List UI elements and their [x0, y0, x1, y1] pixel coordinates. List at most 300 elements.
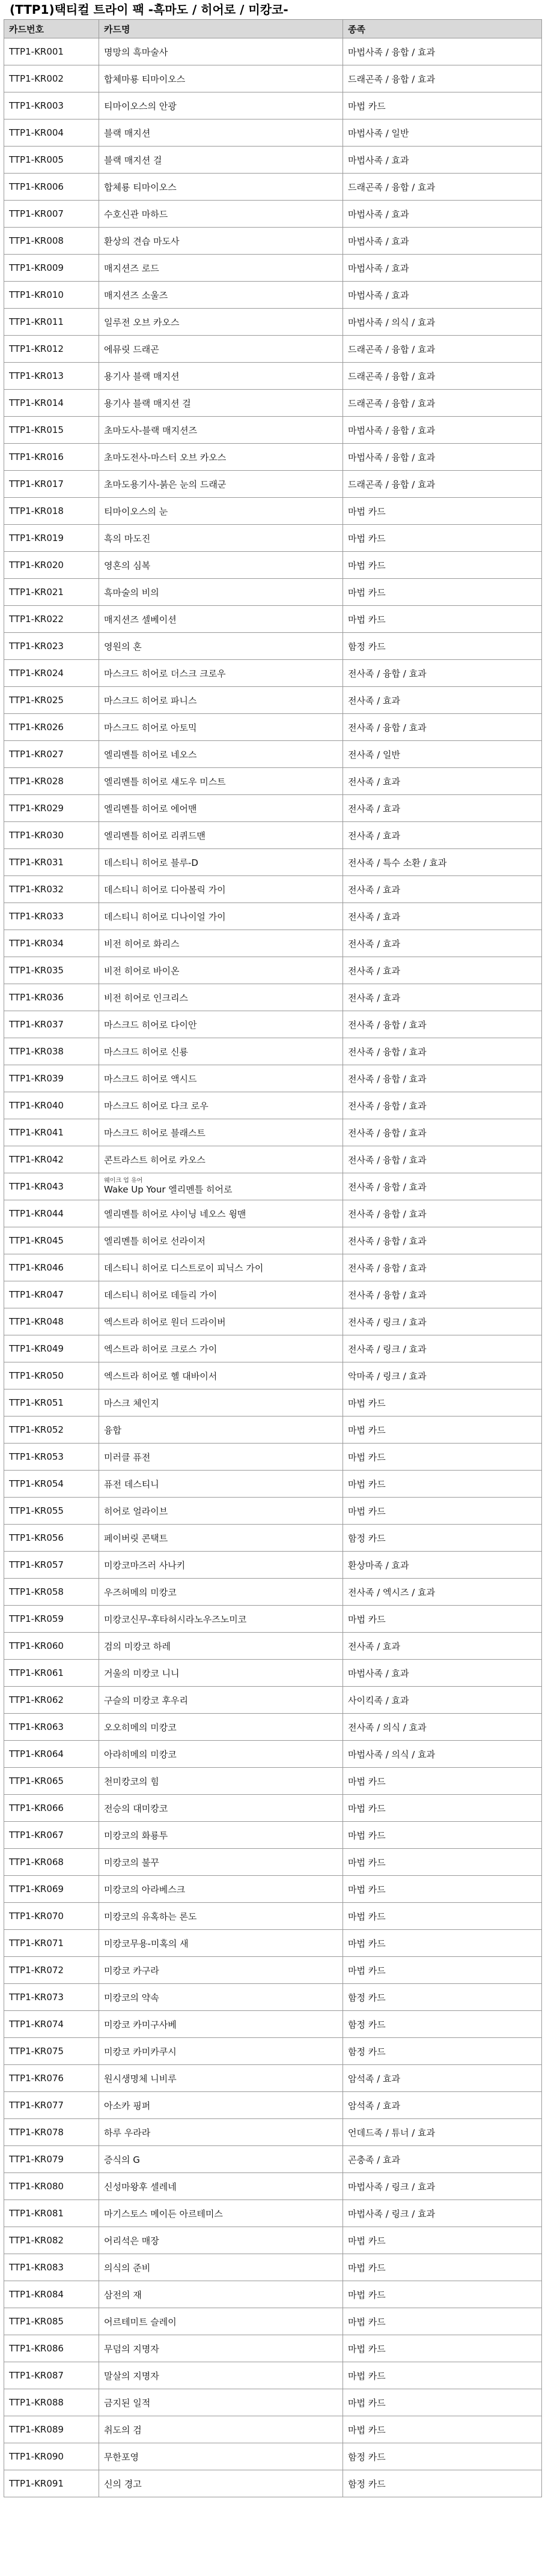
table-row	[4, 2065, 542, 2092]
card-number-cell: TTP1-KR076	[4, 2065, 99, 2092]
card-number-cell: TTP1-KR032	[4, 876, 99, 903]
card-type-cell: 함정 카드	[343, 633, 542, 660]
table-row	[4, 2146, 542, 2173]
card-type-cell: 암석족 / 효과	[343, 2065, 542, 2092]
table-row	[4, 255, 542, 282]
card-name-cell: 미캉코 카구라	[99, 1957, 343, 1984]
card-name-cell: 미캉코 카미구사베	[99, 2011, 343, 2038]
card-type-cell: 전사족 / 융합 / 효과	[343, 1065, 542, 1092]
table-row	[4, 606, 542, 633]
card-number-cell: TTP1-KR060	[4, 1633, 99, 1660]
card-type-cell: 전사족 / 링크 / 효과	[343, 1335, 542, 1362]
card-number-cell: TTP1-KR047	[4, 1281, 99, 1308]
table-row	[4, 2173, 542, 2200]
card-name-cell: 미러클 퓨전	[99, 1444, 343, 1471]
card-name-cell: 데스티니 히어로 디나이얼 가이	[99, 903, 343, 930]
card-name-cell: 엑스트라 히어로 원더 드라이버	[99, 1308, 343, 1335]
table-row	[4, 2092, 542, 2119]
card-number-cell: TTP1-KR015	[4, 417, 99, 444]
table-row	[4, 1444, 542, 1471]
card-number-cell: TTP1-KR008	[4, 228, 99, 255]
card-type-cell: 함정 카드	[343, 2011, 542, 2038]
card-number-cell: TTP1-KR080	[4, 2173, 99, 2200]
card-number-cell: TTP1-KR052	[4, 1416, 99, 1444]
card-name-cell: 퓨전 데스티니	[99, 1471, 343, 1498]
card-name-cell: 마스크드 히어로 아토믹	[99, 714, 343, 741]
table-row	[4, 2416, 542, 2443]
card-name-cell: 엑스트라 히어로 크로스 가이	[99, 1335, 343, 1362]
table-row	[4, 687, 542, 714]
card-type-cell: 전사족 / 융합 / 효과	[343, 1227, 542, 1254]
card-type-cell: 전사족 / 링크 / 효과	[343, 1308, 542, 1335]
card-name-cell: 페이버릿 콘택트	[99, 1525, 343, 1552]
card-type-cell: 마법 카드	[343, 498, 542, 525]
card-type-cell: 마법 카드	[343, 606, 542, 633]
card-name-cell: 흑마술의 비의	[99, 579, 343, 606]
card-type-cell: 마법 카드	[343, 1957, 542, 1984]
table-row	[4, 1714, 542, 1741]
card-number-cell: TTP1-KR091	[4, 2470, 99, 2497]
card-type-cell: 전사족 / 융합 / 효과	[343, 1011, 542, 1038]
table-row	[4, 1606, 542, 1633]
table-row	[4, 1876, 542, 1903]
card-number-cell: TTP1-KR053	[4, 1444, 99, 1471]
card-name-cell: 영혼의 심복	[99, 552, 343, 579]
card-type-cell: 전사족 / 특수 소환 / 효과	[343, 849, 542, 876]
card-type-cell: 드래곤족 / 융합 / 효과	[343, 174, 542, 201]
column-header-type: 종족	[343, 20, 542, 38]
card-type-cell: 마법 카드	[343, 1471, 542, 1498]
card-name-cell: 신성마왕후 셀레네	[99, 2173, 343, 2200]
table-row	[4, 2119, 542, 2146]
card-type-cell: 전사족 / 효과	[343, 687, 542, 714]
card-number-cell: TTP1-KR004	[4, 119, 99, 147]
table-row	[4, 1768, 542, 1795]
card-name-cell: 미캉코 카미카쿠시	[99, 2038, 343, 2065]
card-name-cell: 용기사 블랙 매지션	[99, 363, 343, 390]
card-name-cell: 히어로 얼라이브	[99, 1498, 343, 1525]
card-name-cell: 천미캉코의 힘	[99, 1768, 343, 1795]
card-number-cell: TTP1-KR066	[4, 1795, 99, 1822]
table-row	[4, 1498, 542, 1525]
card-type-cell: 마법사족 / 융합 / 효과	[343, 417, 542, 444]
table-row	[4, 1633, 542, 1660]
card-type-cell: 마법사족 / 링크 / 효과	[343, 2173, 542, 2200]
card-type-cell: 마법 카드	[343, 552, 542, 579]
card-name-cell: 티마이오스의 눈	[99, 498, 343, 525]
card-number-cell: TTP1-KR019	[4, 525, 99, 552]
card-name-cell: 마스크드 히어로 더스크 크로우	[99, 660, 343, 687]
card-name-cell: 의식의 준비	[99, 2254, 343, 2281]
card-number-cell: TTP1-KR007	[4, 201, 99, 228]
table-row	[4, 147, 542, 174]
card-number-cell: TTP1-KR038	[4, 1038, 99, 1065]
table-row	[4, 1849, 542, 1876]
card-number-cell: TTP1-KR082	[4, 2227, 99, 2254]
card-name-reading: 웨이크 업 유어	[104, 1178, 143, 1184]
card-type-cell: 전사족 / 융합 / 효과	[343, 1200, 542, 1227]
table-row	[4, 1552, 542, 1579]
card-type-cell: 마법 카드	[343, 1849, 542, 1876]
table-row	[4, 768, 542, 795]
table-row	[4, 1281, 542, 1308]
card-name-cell: 증식의 G	[99, 2146, 343, 2173]
card-name-cell: 엘리멘틀 히어로 네오스	[99, 741, 343, 768]
table-row	[4, 660, 542, 687]
table-row	[4, 2200, 542, 2227]
card-name-cell: 미캉코의 화룡투	[99, 1822, 343, 1849]
card-list-table	[4, 19, 542, 2497]
card-number-cell: TTP1-KR085	[4, 2308, 99, 2335]
card-name-cell: 오오히메의 미캉코	[99, 1714, 343, 1741]
card-number-cell: TTP1-KR030	[4, 822, 99, 849]
card-name-cell: 일루전 오브 카오스	[99, 309, 343, 336]
table-row	[4, 1308, 542, 1335]
card-number-cell: TTP1-KR042	[4, 1146, 99, 1173]
card-name-cell: 말살의 지명자	[99, 2362, 343, 2389]
card-name-cell: 블랙 매지션	[99, 119, 343, 147]
card-number-cell: TTP1-KR062	[4, 1687, 99, 1714]
card-number-cell: TTP1-KR043	[4, 1173, 99, 1200]
card-type-cell: 드래곤족 / 융합 / 효과	[343, 363, 542, 390]
card-number-cell: TTP1-KR065	[4, 1768, 99, 1795]
card-number-cell: TTP1-KR017	[4, 471, 99, 498]
card-number-cell: TTP1-KR029	[4, 795, 99, 822]
card-number-cell: TTP1-KR063	[4, 1714, 99, 1741]
table-body	[4, 38, 542, 2497]
card-number-cell: TTP1-KR044	[4, 1200, 99, 1227]
card-name-cell: 미캉코무용-미혹의 새	[99, 1930, 343, 1957]
card-type-cell: 전사족 / 효과	[343, 903, 542, 930]
table-row	[4, 498, 542, 525]
card-name-cell: 미캉코의 불꾸	[99, 1849, 343, 1876]
card-type-cell: 전사족 / 융합 / 효과	[343, 1254, 542, 1281]
card-name-cell: 초마도사-블랙 매지션즈	[99, 417, 343, 444]
card-type-cell: 전사족 / 효과	[343, 1633, 542, 1660]
card-number-cell: TTP1-KR002	[4, 65, 99, 92]
table-row	[4, 1335, 542, 1362]
card-type-cell: 마법 카드	[343, 1876, 542, 1903]
table-row	[4, 1957, 542, 1984]
card-name-cell: 엘리멘틀 히어로 섀도우 미스트	[99, 768, 343, 795]
table-row	[4, 633, 542, 660]
card-number-cell: TTP1-KR005	[4, 147, 99, 174]
card-name-cell: 매지션즈 셀베이션	[99, 606, 343, 633]
card-name-cell: 융합	[99, 1416, 343, 1444]
card-type-cell: 마법사족 / 융합 / 효과	[343, 444, 542, 471]
table-row	[4, 1687, 542, 1714]
card-name-cell: 데스티니 히어로 디아볼릭 가이	[99, 876, 343, 903]
card-number-cell: TTP1-KR074	[4, 2011, 99, 2038]
card-number-cell: TTP1-KR083	[4, 2254, 99, 2281]
card-number-cell: TTP1-KR079	[4, 2146, 99, 2173]
card-number-cell: TTP1-KR022	[4, 606, 99, 633]
card-name-cell: 마스크드 히어로 파니스	[99, 687, 343, 714]
card-type-cell: 마법 카드	[343, 1768, 542, 1795]
table-row	[4, 930, 542, 957]
card-number-cell: TTP1-KR071	[4, 1930, 99, 1957]
table-row	[4, 2389, 542, 2416]
table-row	[4, 2470, 542, 2497]
table-row	[4, 1525, 542, 1552]
card-number-cell: TTP1-KR090	[4, 2443, 99, 2470]
card-type-cell: 전사족 / 융합 / 효과	[343, 1281, 542, 1308]
card-name-cell: 마스크 체인지	[99, 1389, 343, 1416]
card-number-cell: TTP1-KR068	[4, 1849, 99, 1876]
table-row	[4, 363, 542, 390]
card-number-cell: TTP1-KR035	[4, 957, 99, 984]
card-type-cell: 마법 카드	[343, 1389, 542, 1416]
card-type-cell: 마법 카드	[343, 525, 542, 552]
card-type-cell: 암석족 / 효과	[343, 2092, 542, 2119]
card-name-cell: 흑의 마도진	[99, 525, 343, 552]
card-name-cell: 미캉코의 유혹하는 론도	[99, 1903, 343, 1930]
table-row	[4, 849, 542, 876]
card-number-cell: TTP1-KR001	[4, 38, 99, 65]
card-type-cell: 전사족 / 효과	[343, 876, 542, 903]
card-name-cell: 매지션즈 로드	[99, 255, 343, 282]
card-type-cell: 전사족 / 효과	[343, 795, 542, 822]
card-name-cell: 엘리멘틀 히어로 리퀴드맨	[99, 822, 343, 849]
card-number-cell: TTP1-KR084	[4, 2281, 99, 2308]
card-number-cell: TTP1-KR081	[4, 2200, 99, 2227]
card-type-cell: 마법사족 / 일반	[343, 119, 542, 147]
card-number-cell: TTP1-KR056	[4, 1525, 99, 1552]
table-row	[4, 92, 542, 119]
card-number-cell: TTP1-KR026	[4, 714, 99, 741]
table-row	[4, 1092, 542, 1119]
card-number-cell: TTP1-KR051	[4, 1389, 99, 1416]
card-type-cell: 마법 카드	[343, 2254, 542, 2281]
card-type-cell: 마법사족 / 효과	[343, 255, 542, 282]
card-name-cell: 거울의 미캉코 니니	[99, 1660, 343, 1687]
card-type-cell: 전사족 / 융합 / 효과	[343, 660, 542, 687]
card-number-cell: TTP1-KR089	[4, 2416, 99, 2443]
card-type-cell: 전사족 / 의식 / 효과	[343, 1714, 542, 1741]
card-type-cell: 전사족 / 일반	[343, 741, 542, 768]
card-name-cell: 전승의 대미캉코	[99, 1795, 343, 1822]
card-name-cell: 합체룡 티마이오스	[99, 174, 343, 201]
table-row	[4, 471, 542, 498]
card-number-cell: TTP1-KR057	[4, 1552, 99, 1579]
card-number-cell: TTP1-KR033	[4, 903, 99, 930]
table-row	[4, 579, 542, 606]
card-number-cell: TTP1-KR027	[4, 741, 99, 768]
card-name-cell: 데스티니 히어로 블루-D	[99, 849, 343, 876]
card-type-cell: 마법 카드	[343, 1444, 542, 1471]
table-row	[4, 1011, 542, 1038]
card-type-cell: 함정 카드	[343, 2443, 542, 2470]
card-type-cell: 마법 카드	[343, 1606, 542, 1633]
card-number-cell: TTP1-KR087	[4, 2362, 99, 2389]
card-number-cell: TTP1-KR039	[4, 1065, 99, 1092]
card-name-cell: 아소카 핑퍼	[99, 2092, 343, 2119]
card-type-cell: 마법 카드	[343, 2335, 542, 2362]
card-name-cell: 매지션즈 소울즈	[99, 282, 343, 309]
card-type-cell: 언데드족 / 튜너 / 효과	[343, 2119, 542, 2146]
card-number-cell: TTP1-KR021	[4, 579, 99, 606]
card-number-cell: TTP1-KR031	[4, 849, 99, 876]
table-row	[4, 903, 542, 930]
table-row	[4, 1471, 542, 1498]
table-row	[4, 1930, 542, 1957]
card-type-cell: 마법사족 / 링크 / 효과	[343, 2200, 542, 2227]
card-name-cell: 비전 히어로 바이온	[99, 957, 343, 984]
card-type-cell: 마법사족 / 융합 / 효과	[343, 38, 542, 65]
card-number-cell: TTP1-KR075	[4, 2038, 99, 2065]
card-number-cell: TTP1-KR049	[4, 1335, 99, 1362]
table-row	[4, 2335, 542, 2362]
card-name-cell: 데스티니 히어로 디스트로이 피닉스 가이	[99, 1254, 343, 1281]
card-number-cell: TTP1-KR070	[4, 1903, 99, 1930]
card-number-cell: TTP1-KR037	[4, 1011, 99, 1038]
card-type-cell: 마법사족 / 효과	[343, 147, 542, 174]
card-name-cell	[99, 1173, 343, 1200]
card-name-cell: 티마이오스의 안광	[99, 92, 343, 119]
card-number-cell: TTP1-KR018	[4, 498, 99, 525]
card-name-cell: 구슬의 미캉코 후우리	[99, 1687, 343, 1714]
table-row	[4, 309, 542, 336]
card-type-cell: 마법사족 / 효과	[343, 228, 542, 255]
card-name-cell: 검의 미캉코 하레	[99, 1633, 343, 1660]
card-number-cell: TTP1-KR010	[4, 282, 99, 309]
card-name-cell: 수호신관 마하드	[99, 201, 343, 228]
card-number-cell: TTP1-KR006	[4, 174, 99, 201]
table-row	[4, 2362, 542, 2389]
card-name-cell: 마스크드 히어로 신룡	[99, 1038, 343, 1065]
card-type-cell: 함정 카드	[343, 1984, 542, 2011]
page-title: (TTP1)택티컬 트라이 팩 -흑마도 / 히어로 / 미캉코-	[10, 2, 288, 17]
card-name-cell: 마기스토스 메이든 아르테미스	[99, 2200, 343, 2227]
card-type-cell: 마법 카드	[343, 1795, 542, 1822]
card-name-cell: 비전 히어로 인크리스	[99, 984, 343, 1011]
card-name-cell: 삼전의 재	[99, 2281, 343, 2308]
card-number-cell: TTP1-KR009	[4, 255, 99, 282]
card-type-cell: 마법사족 / 효과	[343, 201, 542, 228]
card-name-cell: 무한포영	[99, 2443, 343, 2470]
card-number-cell: TTP1-KR034	[4, 930, 99, 957]
card-type-cell: 마법사족 / 의식 / 효과	[343, 309, 542, 336]
table-row	[4, 2281, 542, 2308]
card-name-cell: 영원의 혼	[99, 633, 343, 660]
card-type-cell: 전사족 / 효과	[343, 930, 542, 957]
card-name-cell: 엑스트라 히어로 헬 대바이서	[99, 1362, 343, 1389]
table-row	[4, 1795, 542, 1822]
card-type-cell: 마법 카드	[343, 2281, 542, 2308]
card-number-cell: TTP1-KR003	[4, 92, 99, 119]
table-row	[4, 795, 542, 822]
card-type-cell: 마법 카드	[343, 92, 542, 119]
card-name-cell: 용기사 블랙 매지션 걸	[99, 390, 343, 417]
card-name-cell: 환상의 견습 마도사	[99, 228, 343, 255]
card-number-cell: TTP1-KR058	[4, 1579, 99, 1606]
card-name-cell: 마스크드 히어로 블래스트	[99, 1119, 343, 1146]
table-row	[4, 984, 542, 1011]
table-row	[4, 714, 542, 741]
card-name-cell: 원시생명체 니비루	[99, 2065, 343, 2092]
card-number-cell: TTP1-KR013	[4, 363, 99, 390]
table-row	[4, 38, 542, 65]
card-number-cell: TTP1-KR025	[4, 687, 99, 714]
card-type-cell: 함정 카드	[343, 2038, 542, 2065]
card-type-cell: 마법사족 / 효과	[343, 282, 542, 309]
table-row	[4, 822, 542, 849]
table-row	[4, 2227, 542, 2254]
card-type-cell: 전사족 / 엑시즈 / 효과	[343, 1579, 542, 1606]
card-type-cell: 드래곤족 / 융합 / 효과	[343, 471, 542, 498]
card-type-cell: 마법 카드	[343, 2227, 542, 2254]
table-row	[4, 1038, 542, 1065]
card-number-cell: TTP1-KR067	[4, 1822, 99, 1849]
table-row	[4, 336, 542, 363]
card-number-cell: TTP1-KR073	[4, 1984, 99, 2011]
table-header-row	[4, 20, 542, 38]
card-type-cell: 함정 카드	[343, 1525, 542, 1552]
column-header-card-name: 카드명	[99, 20, 343, 38]
card-number-cell: TTP1-KR012	[4, 336, 99, 363]
card-type-cell: 드래곤족 / 융합 / 효과	[343, 390, 542, 417]
card-number-cell: TTP1-KR054	[4, 1471, 99, 1498]
table-row	[4, 1660, 542, 1687]
card-name-cell: 초마도전사-마스터 오브 카오스	[99, 444, 343, 471]
card-type-cell: 곤충족 / 효과	[343, 2146, 542, 2173]
card-number-cell: TTP1-KR061	[4, 1660, 99, 1687]
table-row	[4, 1146, 542, 1173]
table-row	[4, 1741, 542, 1768]
table-row	[4, 2254, 542, 2281]
card-type-cell: 드래곤족 / 융합 / 효과	[343, 336, 542, 363]
card-number-cell: TTP1-KR046	[4, 1254, 99, 1281]
card-number-cell: TTP1-KR024	[4, 660, 99, 687]
table-row	[4, 876, 542, 903]
column-header-card-number: 카드번호	[4, 20, 99, 38]
card-type-cell: 함정 카드	[343, 2470, 542, 2497]
card-name-cell: 취도의 검	[99, 2416, 343, 2443]
card-name-cell: 마스크드 히어로 액시드	[99, 1065, 343, 1092]
card-type-cell: 마법 카드	[343, 1416, 542, 1444]
card-name-cell: 우즈허메의 미캉코	[99, 1579, 343, 1606]
card-type-cell: 전사족 / 융합 / 효과	[343, 1038, 542, 1065]
card-type-cell: 전사족 / 융합 / 효과	[343, 1173, 542, 1200]
table-row	[4, 1065, 542, 1092]
card-name-cell: 신의 경고	[99, 2470, 343, 2497]
card-type-cell: 마법 카드	[343, 1498, 542, 1525]
card-type-cell: 마법 카드	[343, 1903, 542, 1930]
card-number-cell: TTP1-KR055	[4, 1498, 99, 1525]
card-number-cell: TTP1-KR064	[4, 1741, 99, 1768]
card-number-cell: TTP1-KR014	[4, 390, 99, 417]
card-number-cell: TTP1-KR016	[4, 444, 99, 471]
card-number-cell: TTP1-KR048	[4, 1308, 99, 1335]
card-name-cell: 미캉코의 아라베스크	[99, 1876, 343, 1903]
card-number-cell: TTP1-KR059	[4, 1606, 99, 1633]
card-number-cell: TTP1-KR078	[4, 2119, 99, 2146]
card-name-cell: 에뮤릿 드래곤	[99, 336, 343, 363]
card-type-cell: 전사족 / 효과	[343, 957, 542, 984]
table-row	[4, 1984, 542, 2011]
card-number-cell: TTP1-KR011	[4, 309, 99, 336]
card-type-cell: 전사족 / 융합 / 효과	[343, 1146, 542, 1173]
table-row	[4, 417, 542, 444]
table-row	[4, 119, 542, 147]
table-row	[4, 1389, 542, 1416]
card-name-text: Wake Up Your 엘리멘틀 히어로	[104, 1184, 233, 1195]
card-name-cell: 데스티니 히어로 데들리 가이	[99, 1281, 343, 1308]
card-number-cell: TTP1-KR041	[4, 1119, 99, 1146]
card-name-cell: 명망의 흑마술사	[99, 38, 343, 65]
table-row	[4, 390, 542, 417]
card-number-cell: TTP1-KR072	[4, 1957, 99, 1984]
